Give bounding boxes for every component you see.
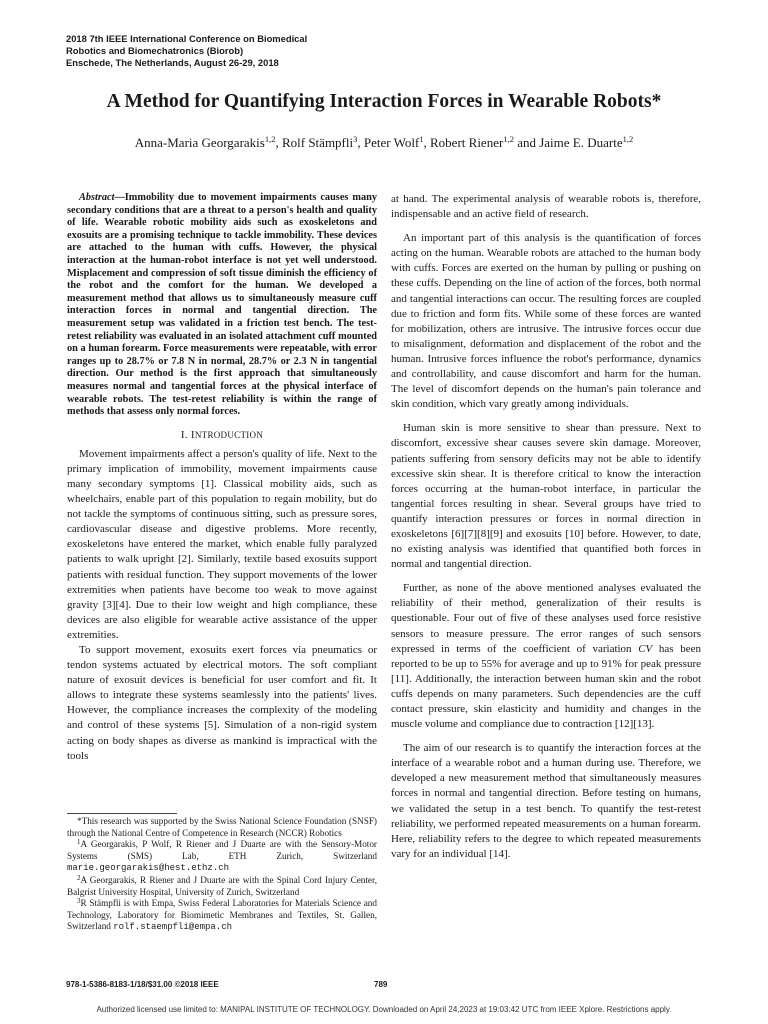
author-name: Jaime E. Duarte — [539, 135, 623, 150]
footnote-text: *This research was supported by the Swiss National Science Foundation (SNSF) through the National Centre of Competence in Research (NCCR) Robotics — [67, 816, 377, 838]
author-name: Anna-Maria Georgarakis — [134, 135, 265, 150]
author-separator: , — [275, 135, 282, 150]
paragraph — [391, 581, 701, 732]
math-symbol: CV — [638, 642, 653, 655]
footnotes — [67, 816, 377, 934]
conference-line: Enschede, The Netherlands, August 26-29, 2018 — [66, 57, 279, 68]
isbn-line: 978-1-5386-8183-1/18/$31.00 ©2018 IEEE — [66, 980, 219, 989]
email-link[interactable]: rolf.staempfli@empa.ch — [113, 922, 233, 933]
author-name: Rolf Stämpfli — [281, 135, 354, 150]
author-list — [0, 134, 768, 152]
footnote — [67, 875, 377, 898]
author-separator: , — [357, 135, 364, 150]
footnote-divider — [67, 813, 177, 814]
paragraph: An important part of this analysis is the quantification of forces acting on the human. Wearable robots are attached to the human body with cuffs. Forces are exerted on the human by pulling or pushing on these cuffs. Depending on the line of action of the forces, both normal and tangential interactions can occur. The resulting forces are coupled due to friction and form fits. While some of these forces are wanted for mobilization, others are intrusive. The intrusive forces occur due to misalignment, deformation and displacement of the robot and the human. Intrusive forces influence the robot's performance, dynamics and controllability, and cause discomfort and harm for the human. The level of discomfort depends on the human's pain tolerance and skin condition, which vary greatly among individuals. — [391, 232, 701, 411]
left-column — [67, 192, 377, 764]
footnote-mark: 2 — [77, 873, 81, 882]
paragraph-text: Further, as none of the above mentioned analyses evaluated the reliability of their method, generalization of their results is questionable. Four out of five of these analyses used force resistive sensors to measure pressure. The error ranges of such sensors expressed in terms of the coefficient of variation — [391, 582, 701, 655]
paragraph: Human skin is more sensitive to shear than pressure. Next to discomfort, excessive shear causes severe skin damage. Moreover, patients suffering from sensory deficits may not be able to identify excessive skin shear. It is therefore critical to know the interaction forces occurring at the human-robot interface, in particular the tangential forces resulting in shear. Several groups have tried to quantify interaction pressures or forces in normal direction in exoskeletons [6][7][8][9] and exosuits [10] before. However, to date, no existing analysis was identified that quantified both forces in normal and tangential direction. — [391, 422, 701, 571]
page-number: 789 — [374, 980, 388, 989]
author-separator: , — [423, 135, 431, 150]
footnote-text: A Georgarakis, R Riener and J Duarte are with the Spinal Cord Injury Center, Balgrist University Hospital, University of Zurich, Switzerland — [67, 874, 377, 897]
email-link[interactable]: marie.georgarakis@hest.ethz.ch — [67, 863, 230, 874]
author-affiliation: 1,2 — [503, 134, 514, 144]
author-name: Robert Riener — [430, 135, 504, 150]
footnote-text: A Georgarakis, P Wolf, R Riener and J Duarte are with the Sensory-Motor Systems (SMS) Lab, ETH Zurich, Switzerland — [67, 839, 377, 861]
right-column — [391, 192, 701, 862]
author-affiliation: 3 — [353, 134, 358, 144]
abstract-text: —Immobility due to movement impairments causes many secondary conditions that are a threat to a person's health and quality of life. Wearable robotic mobility aids such as exoskeletons and exosuits are a promising technique to tackle immobility. These devices are attached to the human with cuffs. However, the physical interaction at the human-robot interface is not yet well understood. Misplacement and compression of soft tissue diminish the efficiency of the robot and the comfort for the human. We developed a measurement method that allows us to simultaneously measure cuff interaction forces in normal and tangential direction. The measurement setup was validated in a friction test bench. The test-retest reliability was evaluated in an isolated attachment cuff mounted on a human forearm. Force measurements were repeatable, with error ranges up to 28.7% or 7.8 N in normal, 28.7% or 2.3 N in tangential direction. Our method is the first approach that simultaneously measures normal and tangential forces at the physical interface of wearable robots. The test-retest reliability is within the range of methods that assess only normal forces. — [67, 192, 377, 418]
conference-line: 2018 7th IEEE International Conference on Biomedical — [66, 33, 308, 44]
author-conjunction: and — [513, 135, 540, 150]
footnote-text: R Stämpfli is with Empa, Swiss Federal Laboratories for Materials Science and Technology, Laboratory for Biomimetic Membranes and Textiles, St. Gallen, Switzerland — [67, 898, 377, 932]
conference-header — [66, 33, 386, 69]
paper-title: A Method for Quantifying Interaction Forces in Wearable Robots* — [106, 91, 662, 112]
footnote — [67, 816, 377, 839]
license-notice: Authorized licensed use limited to: MANIPAL INSTITUTE OF TECHNOLOGY. Downloaded on April 24,2023 at 19:03:42 UTC from IEEE Xplore. Restrictions apply. — [96, 1005, 672, 1014]
paragraph: Movement impairments affect a person's quality of life. Next to the primary implication of immobility, movement impairments cause many secondary symptoms [1]. Classical mobility aids, such as wheelchairs, enable part of this population to regain mobility, but do not tackle the symptoms of continuous sitting, such as pressure sores, cardiovascular disease and digestive problems. More recently, exoskeletons have entered the market, which enable fully paralyzed patients to walk upright [2]. Similarly, textile based exosuits support patients with residual function. They support movements of the lower extremities when patients have become too weak to move against gravity [3][4]. Due to their low weight and high compliance, these devices are also eligible for wearable active assistance of the upper extremities. — [67, 447, 377, 641]
footnote-mark: 1 — [77, 838, 81, 847]
paragraph: To support movement, exosuits exert forces via pneumatics or tendon systems actuated by electrical motors. The soft compliant nature of exosuit devices is beneficial for user comfort and fit. It allows to integrate these systems seamlessly into the patients' lives. However, the compliance increases the complexity of the modeling and control of these systems [5]. Simulation of a non-rigid system acting on body shapes as diverse as mankind is impractical with the tools — [67, 644, 377, 762]
footnote-mark: 3 — [77, 897, 81, 906]
author-affiliation: 1,2 — [622, 134, 634, 144]
paragraph: The aim of our research is to quantify the interaction forces at the interface of a wearable robot and a human during use. Therefore, we developed a new measurement method that simultaneously measures forces in normal and tangential direction. Before testing on humans, we validated the setup in a test bench. To quantify the test-retest reliability, we performed repeated measurements on a human forearm. Here, reliability refers to the degree to which repeated measurements vary for an individual [14]. — [391, 742, 701, 860]
section-heading: I. INTRODUCTION — [180, 428, 264, 441]
author-affiliation: 1 — [419, 134, 424, 144]
abstract-label: Abstract — [79, 192, 115, 203]
paragraph-text: has been reported to be up to 55% for average and up to 91% for peak pressure [11]. Additionally, the interaction between human skin and the robot cuffs depends on many parameters. Such dependencies are the cuff contact pressure, skin elasticity and humidity and changes in the muscle volume and compliance due to contraction [12][13]. — [391, 642, 701, 731]
abstract — [67, 192, 377, 419]
paragraph: at hand. The experimental analysis of wearable robots is, therefore, indispensable and an active field of research. — [391, 193, 701, 221]
author-name: Peter Wolf — [363, 135, 420, 150]
footnote — [67, 898, 377, 934]
author-affiliation: 1,2 — [264, 134, 276, 144]
conference-line: Robotics and Biomechatronics (Biorob) — [66, 45, 244, 56]
footnote — [67, 839, 377, 875]
